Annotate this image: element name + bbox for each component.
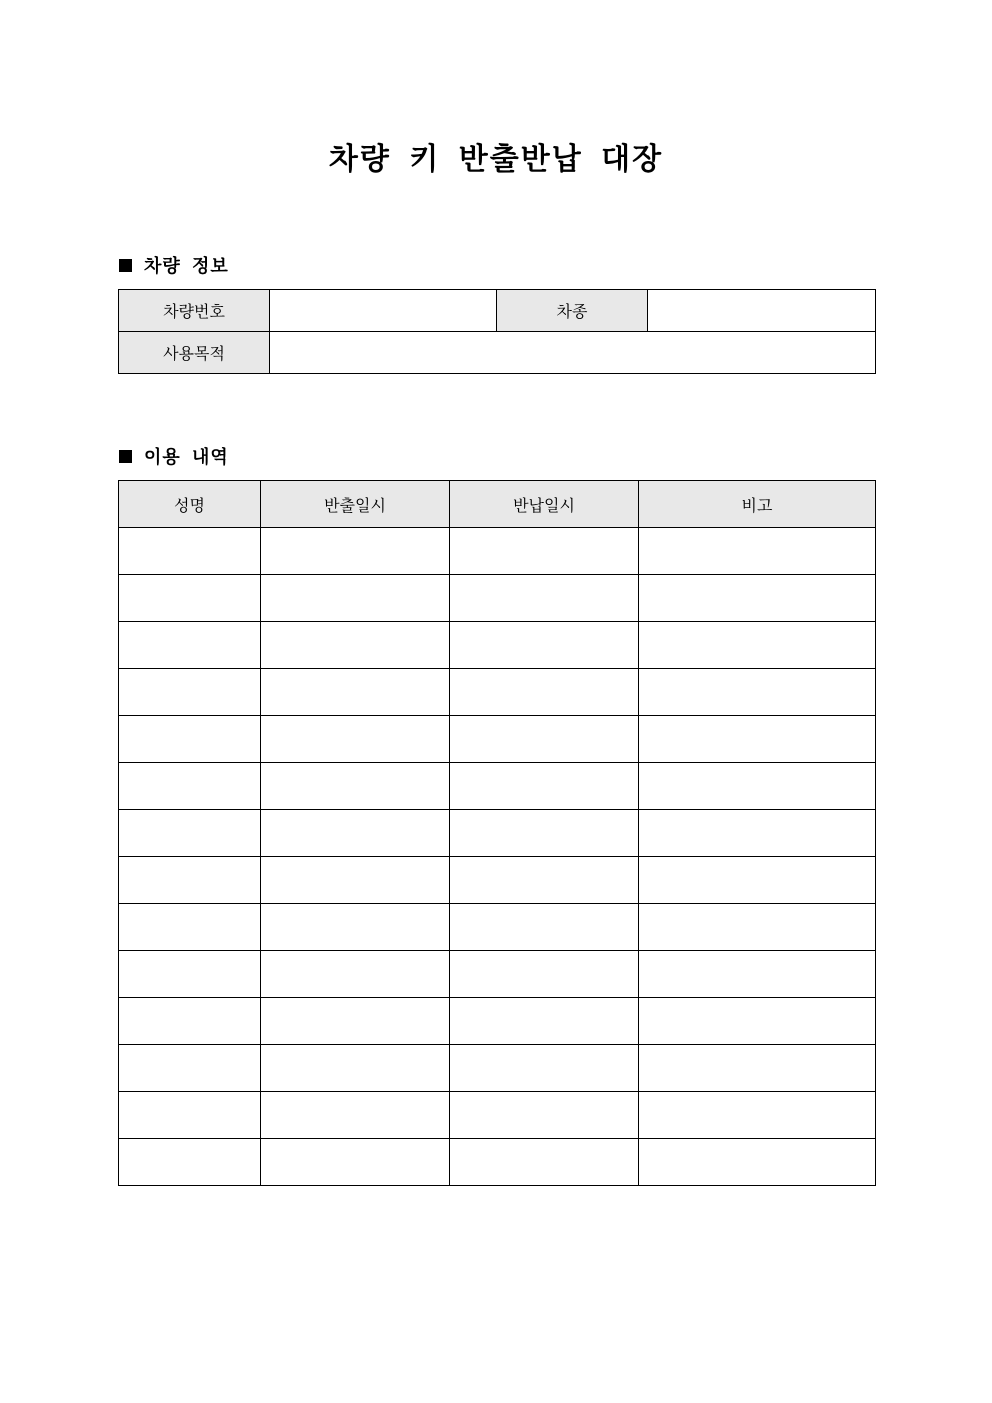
remarks-cell[interactable]: [639, 1139, 876, 1186]
name-cell[interactable]: [119, 669, 261, 716]
table-row: [119, 857, 876, 904]
name-cell[interactable]: [119, 857, 261, 904]
name-cell[interactable]: [119, 622, 261, 669]
name-cell[interactable]: [119, 528, 261, 575]
table-row: [119, 810, 876, 857]
table-row: [119, 1045, 876, 1092]
checkout-time-cell[interactable]: [261, 1045, 450, 1092]
checkout-time-cell[interactable]: [261, 951, 450, 998]
remarks-cell[interactable]: [639, 857, 876, 904]
name-cell[interactable]: [119, 998, 261, 1045]
checkout-time-cell[interactable]: [261, 857, 450, 904]
return-time-cell[interactable]: [450, 810, 639, 857]
remarks-cell[interactable]: [639, 951, 876, 998]
table-row: [119, 528, 876, 575]
car-model-field[interactable]: [648, 290, 876, 332]
checkout-time-cell[interactable]: [261, 1092, 450, 1139]
return-time-cell[interactable]: [450, 622, 639, 669]
checkout-time-cell[interactable]: [261, 622, 450, 669]
return-time-cell[interactable]: [450, 716, 639, 763]
table-row: [119, 716, 876, 763]
page-title: 차량 키 반출반납 대장: [328, 142, 664, 177]
return-time-cell[interactable]: [450, 528, 639, 575]
remarks-cell[interactable]: [639, 716, 876, 763]
column-header-checkout-time: 반출일시: [261, 481, 450, 528]
return-time-cell[interactable]: [450, 1092, 639, 1139]
name-cell[interactable]: [119, 575, 261, 622]
remarks-cell[interactable]: [639, 904, 876, 951]
table-row: [119, 998, 876, 1045]
return-time-cell[interactable]: [450, 1045, 639, 1092]
name-cell[interactable]: [119, 716, 261, 763]
remarks-cell[interactable]: [639, 575, 876, 622]
usage-log-body: [119, 528, 876, 1186]
table-row: [119, 951, 876, 998]
purpose-label: 사용목적: [119, 332, 270, 374]
name-cell[interactable]: [119, 951, 261, 998]
table-row: [119, 1139, 876, 1186]
plate-number-label: 차량번호: [119, 290, 270, 332]
table-row: [119, 669, 876, 716]
return-time-cell[interactable]: [450, 1139, 639, 1186]
table-row: [119, 622, 876, 669]
remarks-cell[interactable]: [639, 1045, 876, 1092]
column-header-return-time: 반납일시: [450, 481, 639, 528]
name-cell[interactable]: [119, 763, 261, 810]
table-row: [119, 763, 876, 810]
checkout-time-cell[interactable]: [261, 763, 450, 810]
vehicle-info-table: [118, 289, 876, 374]
remarks-cell[interactable]: [639, 763, 876, 810]
checkout-time-cell[interactable]: [261, 716, 450, 763]
checkout-time-cell[interactable]: [261, 904, 450, 951]
table-row: [119, 575, 876, 622]
return-time-cell[interactable]: [450, 763, 639, 810]
usage-log-heading-label: 이용 내역: [144, 447, 229, 468]
checkout-time-cell[interactable]: [261, 998, 450, 1045]
purpose-field[interactable]: [270, 332, 876, 374]
square-bullet-icon: [119, 450, 132, 463]
checkout-time-cell[interactable]: [261, 528, 450, 575]
car-model-label: 차종: [497, 290, 648, 332]
return-time-cell[interactable]: [450, 669, 639, 716]
square-bullet-icon: [119, 259, 132, 272]
return-time-cell[interactable]: [450, 998, 639, 1045]
remarks-cell[interactable]: [639, 810, 876, 857]
checkout-time-cell[interactable]: [261, 810, 450, 857]
remarks-cell[interactable]: [639, 998, 876, 1045]
table-row: [119, 1092, 876, 1139]
return-time-cell[interactable]: [450, 575, 639, 622]
name-cell[interactable]: [119, 1045, 261, 1092]
checkout-time-cell[interactable]: [261, 575, 450, 622]
vehicle-info-heading-label: 차량 정보: [144, 256, 229, 277]
name-cell[interactable]: [119, 904, 261, 951]
vehicle-info-heading: [119, 252, 229, 278]
return-time-cell[interactable]: [450, 904, 639, 951]
name-cell[interactable]: [119, 810, 261, 857]
usage-log-table: [118, 480, 876, 1186]
name-cell[interactable]: [119, 1092, 261, 1139]
column-header-name: 성명: [119, 481, 261, 528]
return-time-cell[interactable]: [450, 857, 639, 904]
return-time-cell[interactable]: [450, 951, 639, 998]
checkout-time-cell[interactable]: [261, 669, 450, 716]
remarks-cell[interactable]: [639, 669, 876, 716]
remarks-cell[interactable]: [639, 622, 876, 669]
usage-log-heading: [119, 443, 229, 469]
remarks-cell[interactable]: [639, 1092, 876, 1139]
plate-number-field[interactable]: [270, 290, 497, 332]
column-header-remarks: 비고: [639, 481, 876, 528]
remarks-cell[interactable]: [639, 528, 876, 575]
name-cell[interactable]: [119, 1139, 261, 1186]
table-row: [119, 904, 876, 951]
checkout-time-cell[interactable]: [261, 1139, 450, 1186]
